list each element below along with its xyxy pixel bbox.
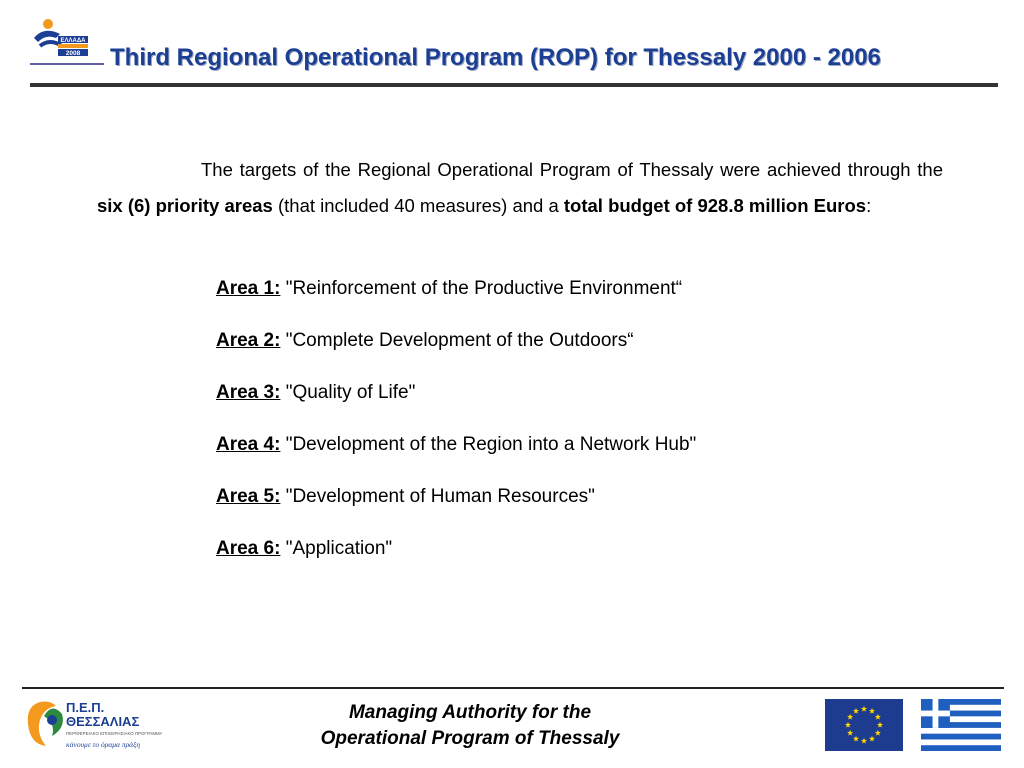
- area-text: "Application": [285, 538, 393, 559]
- intro-paragraph: [97, 152, 943, 224]
- area-text: "Quality of Life": [285, 382, 416, 403]
- page-title: Third Regional Operational Program (ROP) for Thessaly 2000 - 2006: [110, 44, 881, 71]
- list-item-area-4: [216, 432, 696, 458]
- area-label: Area 5:: [216, 486, 281, 507]
- area-text: "Development of Human Resources": [285, 486, 595, 507]
- footer-line-2: Operational Program of Thessaly: [320, 728, 620, 749]
- area-label: Area 2:: [216, 330, 281, 351]
- svg-text:κάνουμε το όραμα πράξη: κάνουμε το όραμα πράξη: [66, 740, 141, 749]
- intro-text-1: The targets of the Regional Operational Program of Thessaly were achieved through the: [201, 159, 943, 180]
- area-label: Area 4:: [216, 434, 281, 455]
- area-label: Area 6:: [216, 538, 281, 559]
- list-item-area-3: [216, 380, 696, 406]
- footer-line-1: Managing Authority for the: [348, 702, 592, 723]
- area-label: Area 3:: [216, 382, 281, 403]
- list-item-area-6: [216, 536, 696, 562]
- list-item-area-5: [216, 484, 696, 510]
- intro-text-3: :: [866, 195, 872, 216]
- pep-thessalias-logo-icon: [22, 694, 162, 754]
- priority-areas-list: [216, 276, 696, 588]
- svg-text:ΘΕΣΣΑΛΙΑΣ: ΘΕΣΣΑΛΙΑΣ: [66, 714, 140, 729]
- managing-authority-text: [270, 700, 670, 752]
- svg-text:2008: 2008: [65, 50, 81, 57]
- area-text: "Development of the Region into a Network Hub": [285, 434, 697, 455]
- area-label: Area 1:: [216, 278, 281, 299]
- area-text: "Reinforcement of the Productive Environment“: [285, 278, 683, 299]
- intro-priority-areas: six (6) priority areas: [97, 195, 273, 216]
- greek-flag-icon: [921, 699, 1001, 751]
- list-item-area-1: [216, 276, 696, 302]
- svg-text:ΕΛΛΑΔΑ: ΕΛΛΑΔΑ: [60, 38, 86, 44]
- area-text: "Complete Development of the Outdoors“: [285, 330, 634, 351]
- intro-total-budget: total budget of 928.8 million Euros: [563, 195, 867, 216]
- intro-text-2: (that included 40 measures) and a: [272, 195, 564, 216]
- eu-flag-icon: [825, 699, 903, 751]
- svg-text:ΠΕΡΙΦΕΡΕΙΑΚΟ ΕΠΙΧΕΙΡΗΣΙΑΚΟ ΠΡΟ: ΠΕΡΙΦΕΡΕΙΑΚΟ ΕΠΙΧΕΙΡΗΣΙΑΚΟ ΠΡΟΓΡΑΜΜΑ: [66, 731, 162, 736]
- header-divider: [30, 83, 998, 87]
- ellada-2008-logo-icon: [28, 16, 106, 82]
- list-item-area-2: [216, 328, 696, 354]
- svg-text:Π.Ε.Π.: Π.Ε.Π.: [66, 700, 105, 715]
- footer-divider: [22, 687, 1004, 689]
